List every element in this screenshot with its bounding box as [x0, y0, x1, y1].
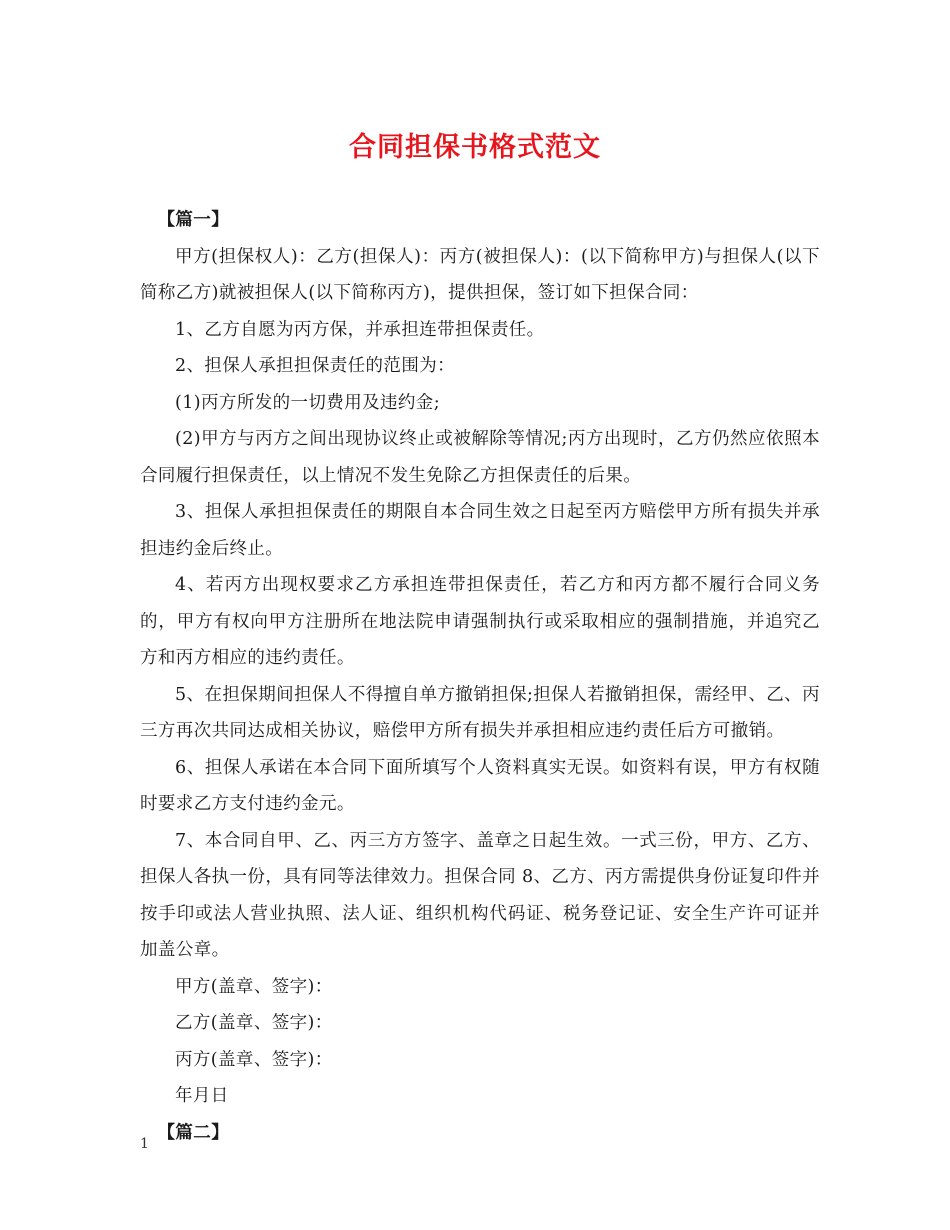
clause-4: 4、若丙方出现权要求乙方承担连带担保责任，若乙方和丙方都不履行合同义务的，甲方有权向甲方注册所在地法院申请强制执行或采取相应的强制措施，并追究乙方和丙方相应的违约责任。 [140, 575, 820, 668]
page-number: 1 [140, 1136, 149, 1152]
clause-2-item-2: (2)甲方与丙方之间出现协议终止或被解除等情况;丙方出现时，乙方仍然应依照本合同履行担保责任，以上情况不发生免除乙方担保责任的后果。 [140, 429, 820, 486]
clause-1: 1、乙方自愿为丙方保，并承担连带担保责任。 [175, 319, 545, 340]
paragraph-parties: 甲方(担保权人)：乙方(担保人)：丙方(被担保人)：(以下简称甲方)与担保人(以下简称乙方)就被担保人(以下简称丙方)，提供担保，签订如下担保合同： [140, 246, 821, 303]
signature-party-b: 乙方(盖章、签字)： [175, 1013, 333, 1033]
document-body [140, 202, 820, 1151]
clause-3: 3、担保人承担担保责任的期限自本合同生效之日起至丙方赔偿甲方所有损失并承担违约金后终止。 [140, 502, 820, 559]
clause-2: 2、担保人承担担保责任的范围为： [175, 356, 456, 376]
section-heading-2: 【篇二】 [157, 1122, 230, 1143]
signature-date: 年月日 [175, 1086, 229, 1106]
document-title: 合同担保书格式范文 [349, 132, 601, 163]
clause-2-item-1: (1)丙方所发的一切费用及违约金; [175, 392, 440, 413]
section-heading-1: 【篇一】 [157, 210, 230, 230]
clause-6: 6、担保人承诺在本合同下面所填写个人资料真实无误。如资料有误，甲方有权随时要求乙方支付违约金元。 [140, 757, 820, 814]
signature-party-c: 丙方(盖章、签字)： [175, 1049, 333, 1070]
clause-7: 7、本合同自甲、乙、丙三方方签字、盖章之日起生效。一式三份，甲方、乙方、担保人各执一份，具有同等法律效力。担保合同 8、乙方、丙方需提供身份证复印件并按手印或法人营业执照、法人证、组织机构代码证、税务登记证、安全生产许可证并加盖公章。 [140, 830, 820, 960]
signature-party-a: 甲方(盖章、签字)： [175, 976, 333, 997]
clause-5: 5、在担保期间担保人不得擅自单方撤销担保;担保人若撤销担保，需经甲、乙、丙三方再次共同达成相关协议，赔偿甲方所有损失并承担相应违约责任后方可撤销。 [140, 684, 820, 741]
